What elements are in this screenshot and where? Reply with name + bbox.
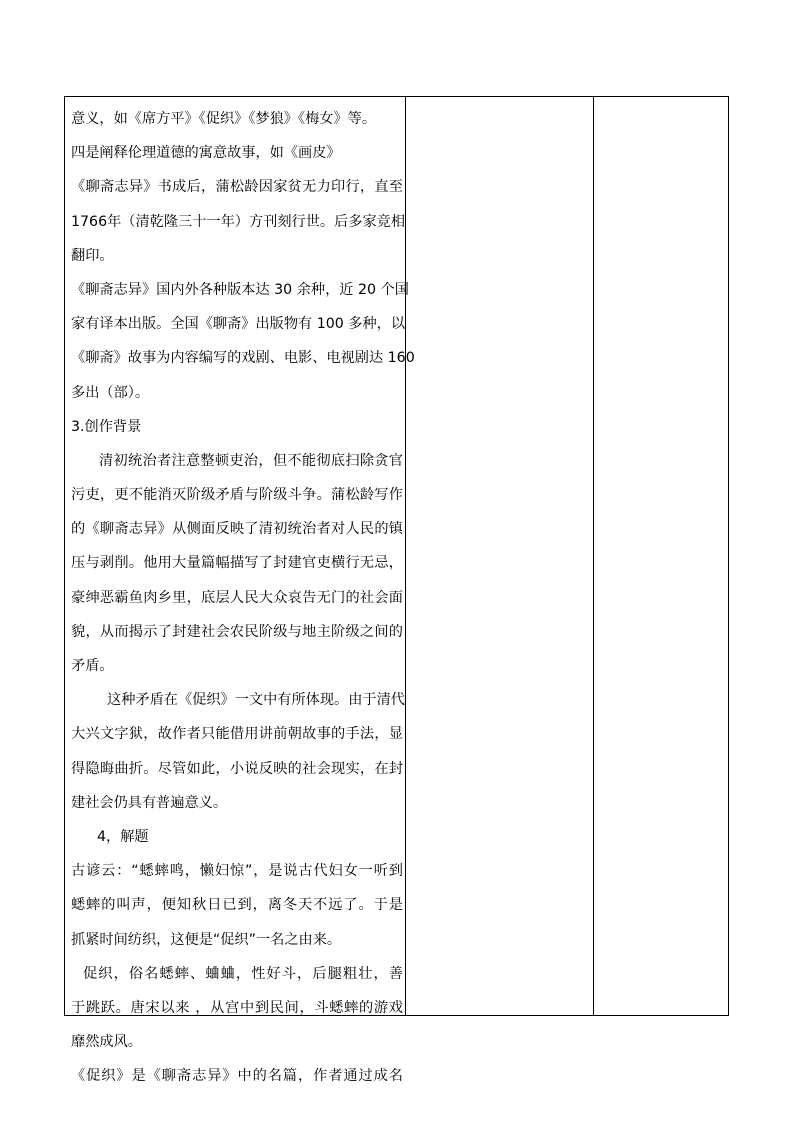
text-line: 《聊斋志异》书成后，蒲松龄因家贫无力印行，直至 <box>71 179 403 196</box>
text-line: 《聊斋》故事为内容编写的戏剧、电影、电视剧达 160 <box>71 350 415 367</box>
text-line: 《聊斋志异》国内外各种版本达 30 余种，近 20 个国 <box>71 281 409 298</box>
notes-cell <box>406 97 594 1015</box>
text-line: 家有译本出版。全国《聊斋》出版物有 100 多种，以 <box>71 316 406 333</box>
main-text-lines <box>71 102 415 1093</box>
document-table <box>64 96 729 1085</box>
text-line: 建社会仍具有普遍意义。 <box>71 794 228 811</box>
text-line: 貌，从而揭示了封建社会农民阶级与地主阶级之间的 <box>71 623 403 640</box>
text-line: 污吏，更不能消灭阶级矛盾与阶级斗争。蒲松龄写作 <box>71 487 403 504</box>
text-line: 四是阐释伦理道德的寓意故事，如《画皮》 <box>71 145 341 162</box>
text-line: 压与剥削。他用大量篇幅描写了封建官吏横行无忌， <box>71 555 403 572</box>
text-line: 《促织》是《聊斋志异》中的名篇，作者通过成名 <box>71 1068 403 1085</box>
remarks-cell <box>594 97 728 1015</box>
text-line: 3.创作背景 <box>71 418 142 435</box>
text-line: 清初统治者注意整顿吏治，但不能彻底扫除贪官 <box>99 452 403 469</box>
text-line: 豪绅恶霸鱼肉乡里，底层人民大众哀告无门的社会面 <box>71 589 403 606</box>
text-line: 意义，如《席方平》《促织》《梦狼》《梅女》等。 <box>71 111 377 127</box>
text-line: 促织，俗名蟋蟀、蛐蛐，性好斗，后腿粗壮，善 <box>83 965 403 982</box>
text-line: 靡然成风。 <box>71 1034 142 1051</box>
text-line: 翻印。 <box>71 247 114 264</box>
text-line: 得隐晦曲折。尽管如此，小说反映的社会现实，在封 <box>71 760 403 777</box>
text-line: 矛盾。 <box>71 658 114 674</box>
text-line: 1766年（清乾隆三十一年）方刊刻行世。后多家竞相 <box>71 213 406 230</box>
text-line: 大兴文字狱，故作者只能借用讲前朝故事的手法，显 <box>71 726 403 743</box>
text-line: 4，解题 <box>97 828 149 845</box>
text-line: 多出（部）。 <box>71 384 150 401</box>
main-text-cell <box>65 97 415 1085</box>
text-line: 抓紧时间纺织，这便是“促织”一名之由来。 <box>71 931 342 948</box>
text-line: 这种矛盾在《促织》一文中有所体现。由于清代 <box>107 692 405 709</box>
text-line: 于跳跃。唐宋以来 ，从宫中到民间，斗蟋蟀的游戏 <box>71 999 403 1016</box>
text-line: 古谚云：“蟋蟀鸣，懒妇惊”，是说古代妇女一听到 <box>71 863 403 880</box>
text-line: 蟋蟀的叫声，便知秋日已到，离冬天不远了。于是 <box>71 897 403 914</box>
text-line: 的《聊斋志异》从侧面反映了清初统治者对人民的镇 <box>71 521 403 538</box>
